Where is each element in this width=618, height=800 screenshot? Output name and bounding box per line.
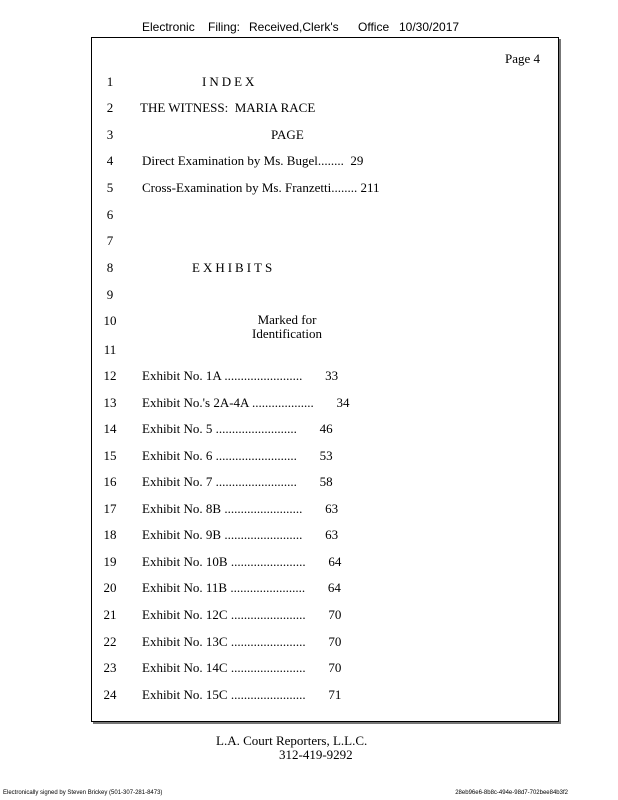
line-number: 22 bbox=[103, 634, 117, 649]
exhibit-entry: Exhibit No. 10B ....................... 64 bbox=[142, 554, 342, 569]
marked-for-heading: Marked for bbox=[257, 312, 317, 327]
index-entry: Direct Examination by Ms. Bugel........ 29 bbox=[142, 153, 364, 168]
line-number: 8 bbox=[106, 260, 114, 275]
line-number: 1 bbox=[106, 74, 114, 89]
exhibit-entry: Exhibit No.'s 2A-4A ................... 34 bbox=[142, 395, 350, 410]
exhibit-entry: Exhibit No. 7 ......................... 58 bbox=[142, 474, 333, 489]
exhibits-heading: EXHIBITS bbox=[192, 260, 276, 275]
line-number: 5 bbox=[106, 180, 114, 195]
page-column-heading: PAGE bbox=[271, 127, 304, 142]
line-number: 16 bbox=[103, 474, 117, 489]
exhibit-entry: Exhibit No. 13C ....................... 70 bbox=[142, 634, 342, 649]
signature-note: Electronically signed by Steven Brickey (501-307-281-8473) bbox=[3, 790, 163, 796]
line-number: 17 bbox=[103, 501, 117, 516]
exhibit-entry: Exhibit No. 6 ......................... 53 bbox=[142, 448, 333, 463]
page-number: Page 4 bbox=[504, 51, 540, 66]
line-number: 14 bbox=[103, 421, 117, 436]
line-number: 24 bbox=[103, 687, 117, 702]
line-number: 13 bbox=[103, 395, 117, 410]
line-number: 11 bbox=[103, 342, 117, 357]
exhibit-entry: Exhibit No. 5 ......................... 46 bbox=[142, 421, 333, 436]
document-hash: 28eb96e6-8b8c-494e-98d7-702bee84b3f2 bbox=[455, 790, 568, 796]
exhibit-entry: Exhibit No. 9B ........................ 63 bbox=[142, 527, 339, 542]
line-number: 9 bbox=[106, 287, 114, 302]
line-number: 6 bbox=[106, 207, 114, 222]
line-number: 20 bbox=[103, 580, 117, 595]
reporter-phone: 312-419-9292 bbox=[279, 747, 353, 762]
stamp-received: Received,Clerk's bbox=[249, 20, 339, 34]
line-number: 10 bbox=[103, 313, 117, 328]
line-number: 12 bbox=[103, 368, 117, 383]
line-number: 21 bbox=[103, 607, 117, 622]
identification-heading: Identification bbox=[251, 326, 323, 341]
index-entry: Cross-Examination by Ms. Franzetti........ 211 bbox=[142, 180, 380, 195]
exhibit-entry: Exhibit No. 8B ........................ 63 bbox=[142, 501, 339, 516]
exhibit-entry: Exhibit No. 11B ....................... 64 bbox=[142, 580, 341, 595]
line-number: 7 bbox=[106, 233, 114, 248]
stamp-office: Office bbox=[358, 20, 390, 34]
line-number: 15 bbox=[103, 448, 117, 463]
stamp-filing: Filing: bbox=[208, 20, 241, 34]
line-number: 3 bbox=[106, 127, 114, 142]
transcript-page bbox=[91, 37, 559, 722]
line-number: 4 bbox=[106, 153, 114, 168]
line-number: 2 bbox=[106, 100, 114, 115]
exhibit-entry: Exhibit No. 14C ....................... 70 bbox=[142, 660, 342, 675]
stamp-electronic: Electronic bbox=[142, 20, 195, 34]
line-number: 18 bbox=[103, 527, 117, 542]
line-number: 23 bbox=[103, 660, 117, 675]
exhibit-entry: Exhibit No. 12C ....................... 70 bbox=[142, 607, 342, 622]
witness-line: THE WITNESS: MARIA RACE bbox=[140, 100, 316, 115]
line-number: 19 bbox=[103, 554, 117, 569]
exhibit-entry: Exhibit No. 15C ....................... 71 bbox=[142, 687, 342, 702]
index-heading: INDEX bbox=[202, 74, 258, 89]
exhibit-entry: Exhibit No. 1A ........................ 33 bbox=[142, 368, 339, 383]
reporter-company: L.A. Court Reporters, L.L.C. bbox=[216, 733, 368, 748]
stamp-date: 10/30/2017 bbox=[399, 20, 460, 34]
